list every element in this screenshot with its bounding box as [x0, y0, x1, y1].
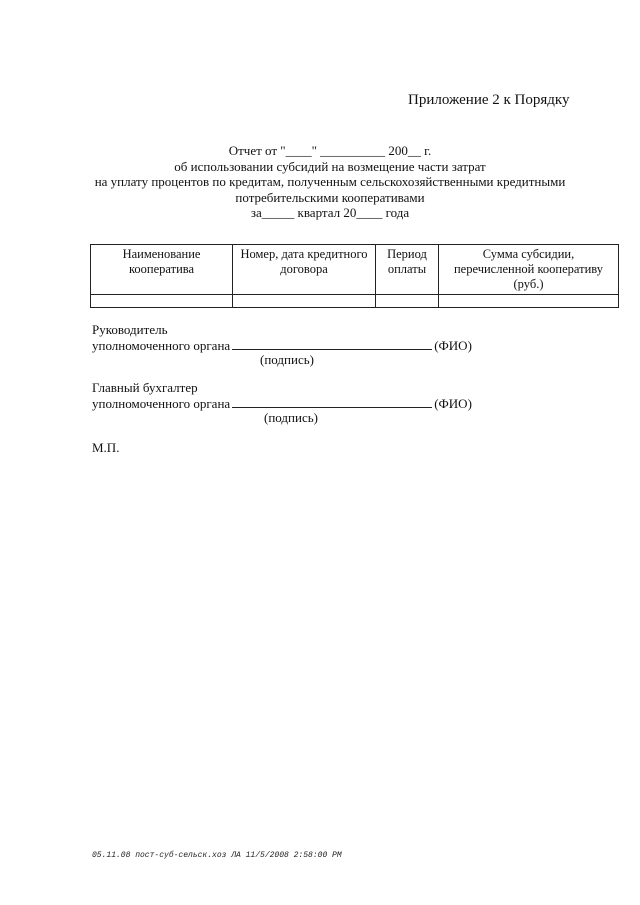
appendix-label: Приложение 2 к Порядку	[408, 92, 570, 108]
head-organ-label: уполномоченного органа	[92, 338, 231, 353]
accountant-title: Главный бухгалтер	[92, 380, 198, 395]
table-row	[91, 295, 619, 308]
signature-line	[232, 395, 432, 408]
head-fio-label: (ФИО)	[434, 338, 472, 353]
table-cell	[376, 295, 439, 308]
header-cooperative-name: Наименование кооператива	[91, 245, 233, 295]
header-payment-period: Период оплаты	[376, 245, 439, 295]
table-cell	[439, 295, 619, 308]
signature-line	[232, 337, 432, 350]
head-signature-caption: (подпись)	[260, 352, 314, 367]
report-title	[60, 143, 600, 221]
header-contract-number-date: Номер, дата кредитного договора	[233, 245, 376, 295]
title-line-3: на уплату процентов по кредитам, полученным сельскохозяйственными кредитными	[94, 174, 566, 189]
title-line-4: потребительскими кооперативами	[235, 189, 425, 205]
accountant-signature-block	[92, 380, 472, 411]
head-signature-block	[92, 322, 472, 353]
accountant-signature-caption: (подпись)	[264, 410, 318, 425]
head-signature-line	[92, 337, 472, 353]
title-line-5: за_____ квартал 20____ года	[250, 205, 410, 220]
report-table	[90, 244, 619, 308]
head-title: Руководитель	[92, 322, 168, 337]
table-cell	[233, 295, 376, 308]
table-header-row	[91, 245, 619, 295]
title-line-1: Отчет от "____" __________ 200__ г.	[228, 143, 432, 158]
title-line-2: об использовании субсидий на возмещение части затрат	[174, 158, 486, 174]
accountant-organ-label: уполномоченного органа	[92, 396, 231, 411]
stamp-placeholder: М.П.	[92, 440, 120, 455]
document-footer: 05.11.08 пост-суб-сельск.хоз ЛА 11/5/2008 2:58:00 PM	[92, 851, 342, 860]
accountant-signature-line	[92, 395, 472, 411]
accountant-fio-label: (ФИО)	[434, 396, 472, 411]
table-cell	[91, 295, 233, 308]
header-subsidy-amount: Сумма субсидии, перечисленной кооперативу (руб.)	[439, 245, 619, 295]
